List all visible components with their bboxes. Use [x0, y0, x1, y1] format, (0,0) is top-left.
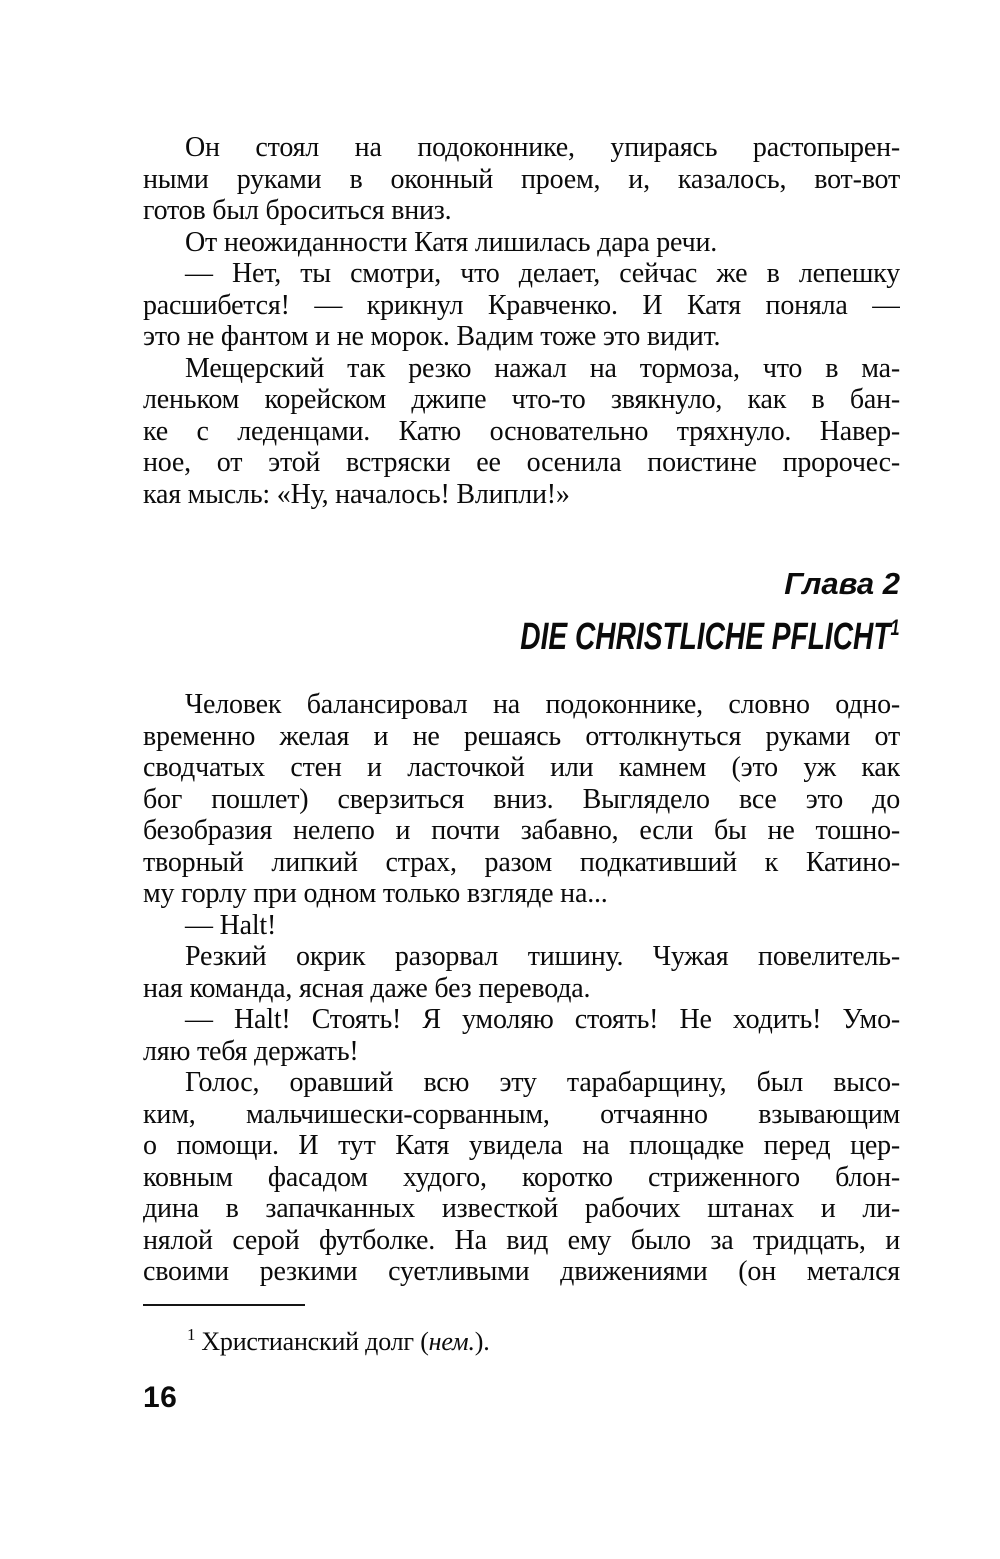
paragraph: [143, 689, 900, 910]
page-number: 16: [143, 1380, 178, 1414]
paragraph: [143, 258, 900, 353]
text-line: Голос, оравший всю эту тарабарщину, был высо-: [185, 1067, 900, 1098]
paragraph: [143, 132, 900, 227]
footnote-text: Христианский долг (: [201, 1326, 429, 1356]
footnote-ref: 1: [890, 615, 900, 640]
text-line: Он стоял на подоконнике, упираясь растопырен-: [185, 132, 900, 163]
paragraph: [143, 910, 900, 942]
text-line: Человек балансировал на подоконнике, словно одно-: [185, 689, 900, 720]
chapter-title-text: DIE CHRISTLICHE PFLICHT$^1$: [520, 615, 900, 658]
text-line: Резкий окрик разорвал тишину. Чужая повелитель-: [185, 941, 900, 972]
paragraph: [143, 227, 900, 259]
paragraph: [143, 1004, 900, 1067]
text-line: му горлу при одном только взгляде на...: [143, 878, 608, 909]
paragraph: [143, 1067, 900, 1288]
text-line: бог пошлет) сверзиться вниз. Выглядело все это до: [143, 783, 900, 815]
text-line: временно желая и не решаясь оттолкнуться руками от: [143, 720, 900, 752]
chapter-heading: Глава 2: [784, 566, 900, 601]
text-line: это не фантом и не морок. Вадим тоже это видит.: [143, 321, 721, 352]
footnote-language-label: нем.: [428, 1326, 475, 1356]
text-line: ковным фасадом худого, коротко стриженного блон-: [143, 1161, 900, 1193]
footnote-marker: 1: [187, 1324, 196, 1344]
footnote: [143, 1326, 900, 1358]
text-line: От неожиданности Катя лишилась дара речи.: [185, 226, 718, 258]
text-line: дина в запачканных известкой рабочих штанах и ли-: [143, 1193, 900, 1224]
chapter-title: [143, 616, 900, 658]
text-line: готов был броситься вниз.: [143, 195, 452, 226]
footnote-text-end: ).: [474, 1326, 490, 1356]
text-line: ными руками в оконный проем, и, казалось, вот-вот: [143, 163, 900, 195]
paragraph: [143, 941, 900, 1004]
text-line: ляю тебя держать!: [143, 1035, 359, 1067]
text-line: творный липкий страх, разом подкативший к Катино-: [143, 846, 900, 878]
footnote-rule: [143, 1304, 305, 1306]
text-line: безобразия нелепо и почти забавно, если бы не тошно-: [143, 815, 900, 846]
blocks-container: [143, 132, 900, 1288]
text-line: о помощи. И тут Катя увидела на площадке перед цер-: [143, 1130, 900, 1161]
text-line: нялой серой футболке. На вид ему было за тридцать, и: [143, 1224, 900, 1256]
text-line: — Нет, ты смотри, что делает, сейчас же в лепешку: [185, 258, 900, 289]
text-line: ке с леденцами. Катю основательно тряхнуло. Навер-: [143, 415, 900, 447]
text-line: кая мысль: «Ну, началось! Влипли!»: [143, 478, 570, 510]
text-line: ким, мальчишески-сорванным, отчаянно взывающим: [143, 1098, 900, 1130]
text-line: своими резкими суетливыми движениями (он метался: [143, 1256, 900, 1287]
text-line: ная команда, ясная даже без перевода.: [143, 972, 591, 1004]
text-line: расшибется! — крикнул Кравченко. И Катя поняла —: [143, 289, 900, 321]
text-line: — Halt! Стоять! Я умоляю стоять! Не ходить! Умо-: [185, 1004, 900, 1035]
paragraph: [143, 353, 900, 511]
text-line: ное, от этой встряски ее осенила поистине пророчес-: [143, 447, 900, 478]
text-column: [143, 132, 900, 1414]
text-line: леньком корейском джипе что-то звякнуло, как в бан-: [143, 384, 900, 415]
text-line: сводчатых стен и ласточкой или камнем (это уж как: [143, 752, 900, 783]
text-line: Мещерский так резко нажал на тормоза, что в ма-: [185, 352, 900, 384]
text-line: — Halt!: [185, 909, 277, 941]
